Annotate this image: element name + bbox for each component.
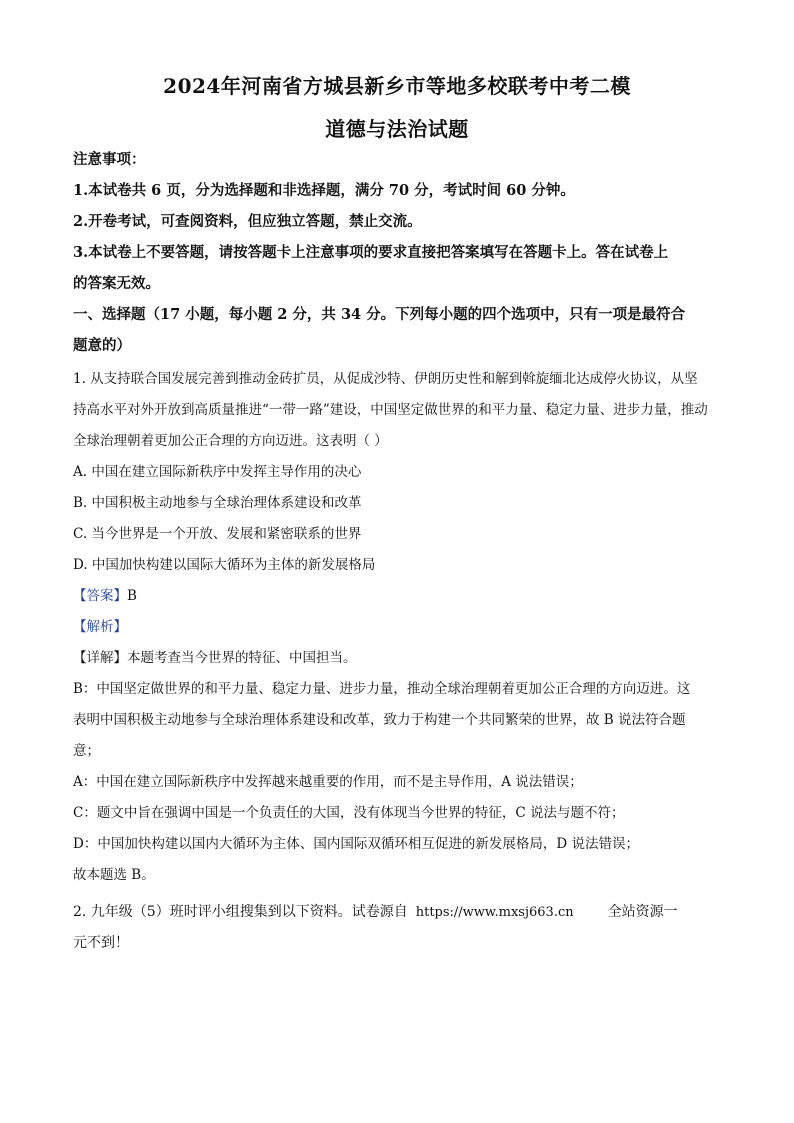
exam-subtitle: 道德与法治试题	[325, 117, 469, 141]
section-1-heading-line-1: 一、选择题（17 小题，每小题 2 分，共 34 分。下列每小题的四个选项中，只有一项是最符合	[73, 306, 686, 323]
exam-title: 2024年河南省方城县新乡市等地多校联考中考二模	[163, 74, 631, 98]
q2-stem-line-1	[73, 897, 725, 928]
source-url: https://www.mxsj663.cn	[415, 905, 574, 920]
q1-option-b: B. 中国积极主动地参与全球治理体系建设和改革	[73, 495, 362, 511]
analysis-c-line: C：题文中旨在强调中国是一个负责任的大国，没有体现当今世界的特征，C 说法与题不符；	[73, 805, 625, 821]
analysis-b-line-3: 意；	[73, 743, 100, 759]
notes-heading: 注意事项：	[73, 151, 146, 168]
q1-stem-line-2: 持高水平对外开放到高质量推进“一带一路”建设，中国坚定做世界的和平力量、稳定力量、进步力量，推动	[73, 402, 708, 418]
notes-section	[73, 144, 725, 361]
q1-stem-line-1: 1. 从支持联合国发展完善到推动金砖扩员，从促成沙特、伊朗历史性和解到斡旋缅北达成停火协议，从坚	[73, 371, 698, 387]
detail-intro: 本题考查当今世界的特征、中国担当。	[127, 650, 357, 666]
q2-stem-line-2: 元不到！	[73, 935, 129, 951]
q1-option-c: C. 当今世界是一个开放、发展和紧密联系的世界	[73, 526, 362, 542]
notes-item-3-line-1: 3.本试卷上不要答题，请按答题卡上注意事项的要求直接把答案填写在答题卡上。答在试卷上	[73, 244, 669, 261]
notes-item-3-line-2: 的答案无效。	[73, 275, 160, 292]
answer-tag: 【答案】	[73, 588, 127, 604]
q1-answer-row	[73, 581, 725, 612]
q1-stem-line-3: 全球治理朝着更加公正合理的方向迈进。这表明（ ）	[73, 433, 388, 449]
detail-tag: 【详解】	[73, 650, 127, 666]
question-1	[73, 364, 725, 891]
q1-option-a: A. 中国在建立国际新秩序中发挥主导作用的决心	[73, 464, 362, 480]
analysis-tag: 【解析】	[73, 619, 127, 635]
q2-stem-start: 2. 九年级（5）班时评小组搜集到以下资料。试卷源自	[73, 904, 408, 920]
notes-item-1: 1.本试卷共 6 页，分为选择题和非选择题，满分 70 分，考试时间 60 分钟。	[73, 182, 575, 199]
detail-row	[73, 643, 725, 674]
analysis-b-line-1: B：中国坚定做世界的和平力量、稳定力量、进步力量，推动全球治理朝着更加公正合理的方向迈进。这	[73, 681, 691, 697]
q2-after-url: 全站资源一	[607, 904, 678, 920]
notes-item-2: 2.开卷考试，可查阅资料，但应独立答题，禁止交流。	[73, 213, 422, 230]
analysis-a-line: A：中国在建立国际新秩序中发挥越来越重要的作用，而不是主导作用，A 说法错误；	[73, 774, 583, 790]
question-2	[73, 897, 725, 959]
analysis-conclusion: 故本题选 B。	[73, 867, 155, 883]
q1-option-d: D. 中国加快构建以国际大循环为主体的新发展格局	[73, 557, 376, 573]
answer-value: B	[127, 588, 137, 604]
analysis-b-line-2: 表明中国积极主动地参与全球治理体系建设和改革，致力于构建一个共同繁荣的世界，故 B 说法符合题	[73, 712, 686, 728]
analysis-d-line: D：中国加快构建以国内大循环为主体、国内国际双循环相互促进的新发展格局，D 说法错误；	[73, 836, 639, 852]
section-1-heading-line-2: 题意的）	[73, 337, 131, 354]
